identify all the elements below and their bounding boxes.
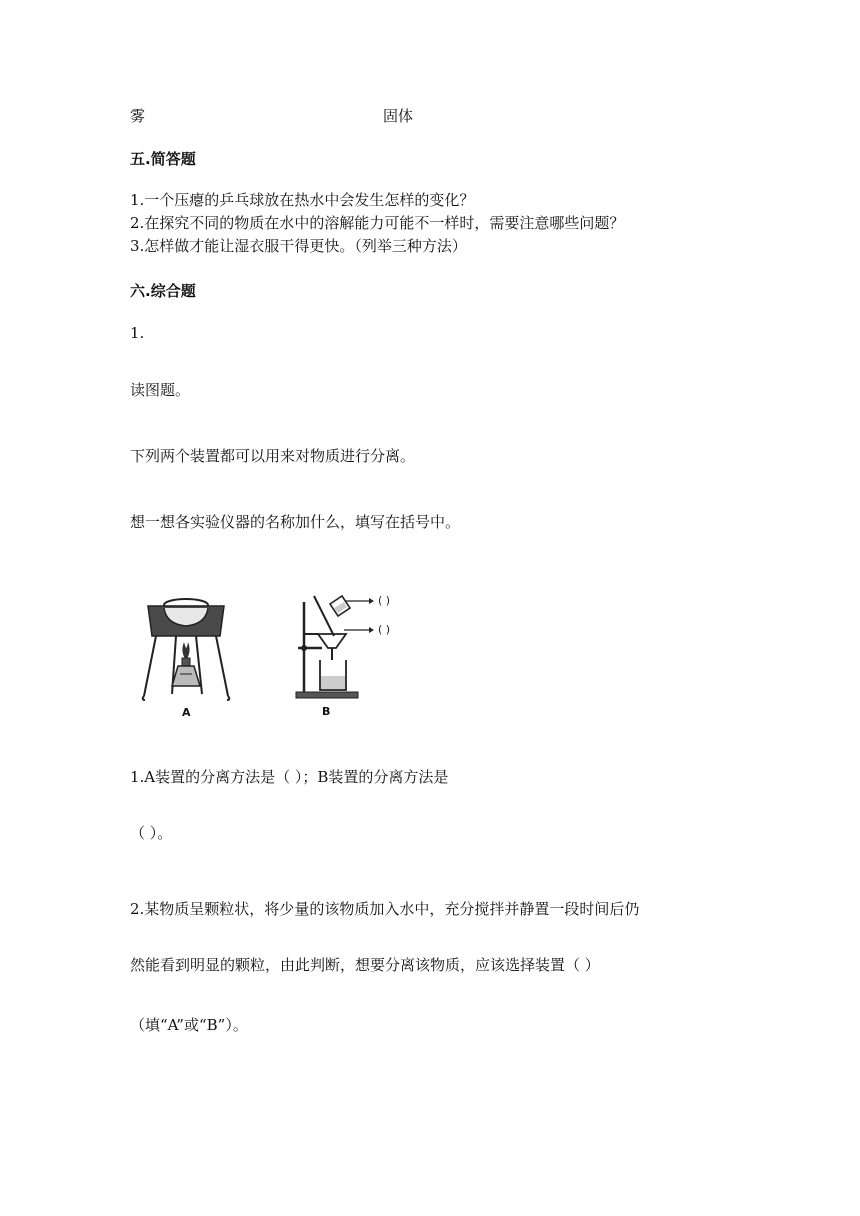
section6-heading: 六.综合题 (130, 282, 196, 300)
apparatus-a-figure (136, 596, 236, 720)
question-line-1: 读图题。 (130, 381, 191, 399)
sub-question-1-line-1: 1.A装置的分离方法是（ ）；B装置的分离方法是 (130, 768, 449, 786)
apparatus-a-label: A (182, 706, 191, 719)
question-number: 1. (130, 324, 145, 342)
sub-question-2-line-1: 2.某物质呈颗粒状，将少量的该物质加入水中，充分搅拌并静置一段时间后仍 (130, 900, 640, 918)
section5-item-3: 3.怎样做才能让湿衣服干得更快。（列举三种方法） (130, 237, 467, 255)
question-line-2: 下列两个装置都可以用来对物质进行分离。 (130, 447, 416, 465)
sub-question-1-line-2: （ ）。 (130, 824, 173, 842)
section5-item-1: 1.一个压瘪的乒乓球放在热水中会发生怎样的变化？ (130, 191, 475, 209)
question-line-3: 想一想各实验仪器的名称加什么，填写在括号中。 (130, 513, 461, 531)
sub-question-2-line-2: 然能看到明显的颗粒，由此判断，想要分离该物质，应该选择装置（ ） (130, 956, 600, 974)
section5-heading: 五.简答题 (130, 150, 196, 168)
top-row-left: 雾 (130, 107, 146, 125)
section5-item-2: 2.在探究不同的物质在水中的溶解能力可能不一样时，需要注意哪些问题？ (130, 214, 625, 232)
apparatus-blank-1[interactable]: ( ) (378, 594, 391, 607)
apparatus-b-figure (294, 590, 374, 700)
apparatus-b-label: B (322, 705, 331, 718)
sub-question-2-line-3: （填“A”或“B”）。 (130, 1016, 248, 1034)
apparatus-blank-2[interactable]: ( ) (378, 623, 391, 636)
top-row-right: 固体 (383, 107, 414, 125)
